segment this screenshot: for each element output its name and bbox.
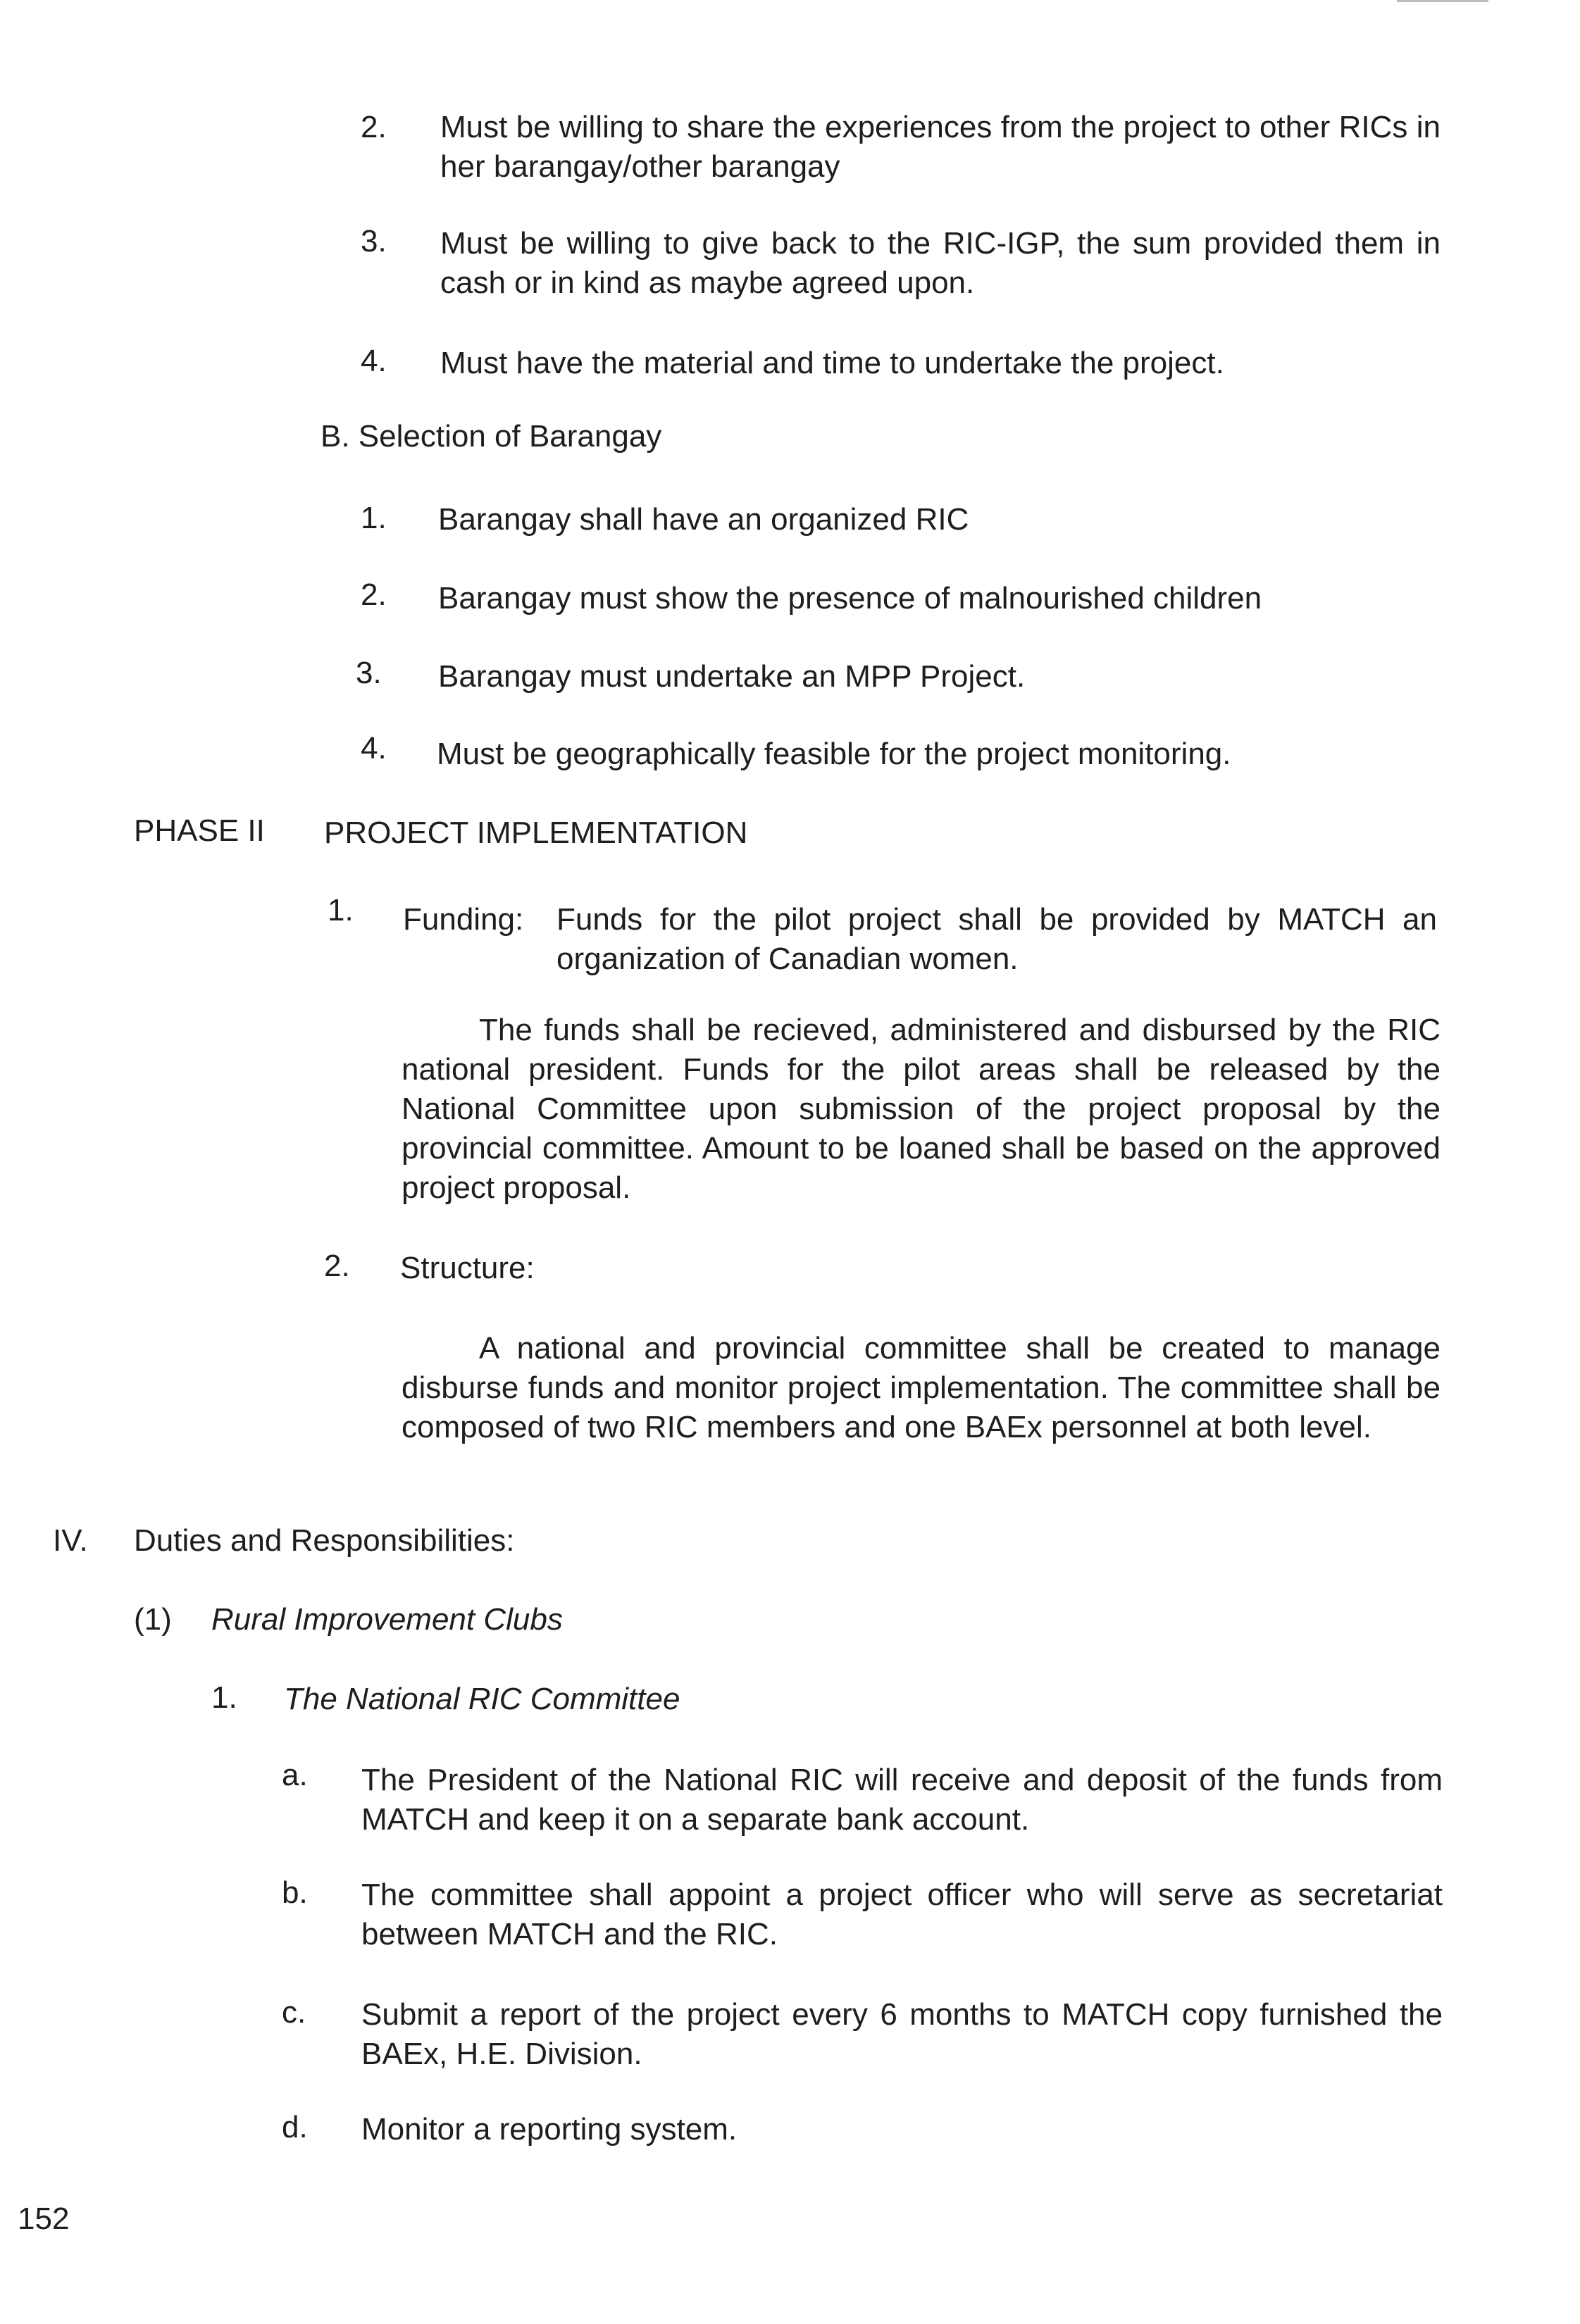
criteria-a-text-4: Must have the material and time to undertake the project. <box>440 346 1224 380</box>
section-b-num-2: 2. <box>361 577 387 612</box>
funding-num: 1. <box>328 893 354 927</box>
section-b-num-1: 1. <box>361 501 387 535</box>
duty-letter-b: b. <box>282 1875 308 1910</box>
criteria-a-text-2: Must be willing to share the experiences from the project to other RICs in her barangay/other barangay <box>440 110 1441 184</box>
funding-paragraph: The funds shall be recieved, administered and disbursed by the RIC national president. Funds for the pilot areas shall be released by the National Committee upon submission of the project proposal by the provincial committee. Amount to be loaned shall be based on the approved project proposal. <box>402 1013 1441 1205</box>
section-b-num-4: 4. <box>361 731 387 766</box>
structure-num: 2. <box>324 1249 350 1283</box>
committee-num: 1. <box>211 1680 237 1715</box>
phase-label: PHASE II <box>134 813 265 848</box>
criteria-a-text-3: Must be willing to give back to the RIC-IGP, the sum provided them in cash or in kind as maybe agreed upon. <box>440 226 1441 300</box>
duty-text-c: Submit a report of the project every 6 months to MATCH copy furnished the BAEx, H.E. Division. <box>361 1997 1443 2071</box>
structure-label: Structure: <box>400 1251 535 1285</box>
funding-text-block <box>403 900 1438 979</box>
duty-text-a: The President of the National RIC will receive and deposit of the funds from MATCH and keep it on a separate bank account. <box>361 1763 1443 1837</box>
funding-text: Funds for the pilot project shall be provided by MATCH an organization of Canadian women. <box>556 902 1437 976</box>
criteria-a-num-3: 3. <box>361 224 387 258</box>
section-b-num-3: 3. <box>356 656 382 690</box>
top-rule <box>1397 0 1488 2</box>
duty-text-d: Monitor a reporting system. <box>361 2112 738 2147</box>
page-number: 152 <box>18 2201 70 2236</box>
duty-letter-c: c. <box>282 1995 306 2030</box>
section-b-text-1: Barangay shall have an organized RIC <box>438 502 969 537</box>
section-b-text-2: Barangay must show the presence of malnourished children <box>438 581 1262 616</box>
committee-title: The National RIC Committee <box>284 1682 680 1716</box>
phase-title: PROJECT IMPLEMENTATION <box>324 816 748 850</box>
section-iv-num: IV. <box>53 1523 88 1558</box>
section-b-text-3: Barangay must undertake an MPP Project. <box>438 659 1026 694</box>
sub-title: Rural Improvement Clubs <box>211 1602 563 1637</box>
section-b-heading: B. Selection of Barangay <box>321 419 662 454</box>
duty-text-b: The committee shall appoint a project officer who will serve as secretariat between MATCH and the RIC. <box>361 1878 1443 1951</box>
criteria-a-num-2: 2. <box>361 110 387 144</box>
sub-num: (1) <box>134 1602 172 1637</box>
funding-label: Funding: <box>403 902 524 937</box>
criteria-a-num-4: 4. <box>361 344 387 378</box>
section-iv-heading: Duties and Responsibilities: <box>134 1523 515 1558</box>
structure-paragraph: A national and provincial committee shall be created to manage disburse funds and monitor project implementation. The committee shall be composed of two RIC members and one BAEx personnel at both level. <box>402 1331 1441 1444</box>
section-b-text-4: Must be geographically feasible for the project monitoring. <box>437 737 1231 771</box>
duty-letter-d: d. <box>282 2110 308 2144</box>
duty-letter-a: a. <box>282 1758 308 1792</box>
